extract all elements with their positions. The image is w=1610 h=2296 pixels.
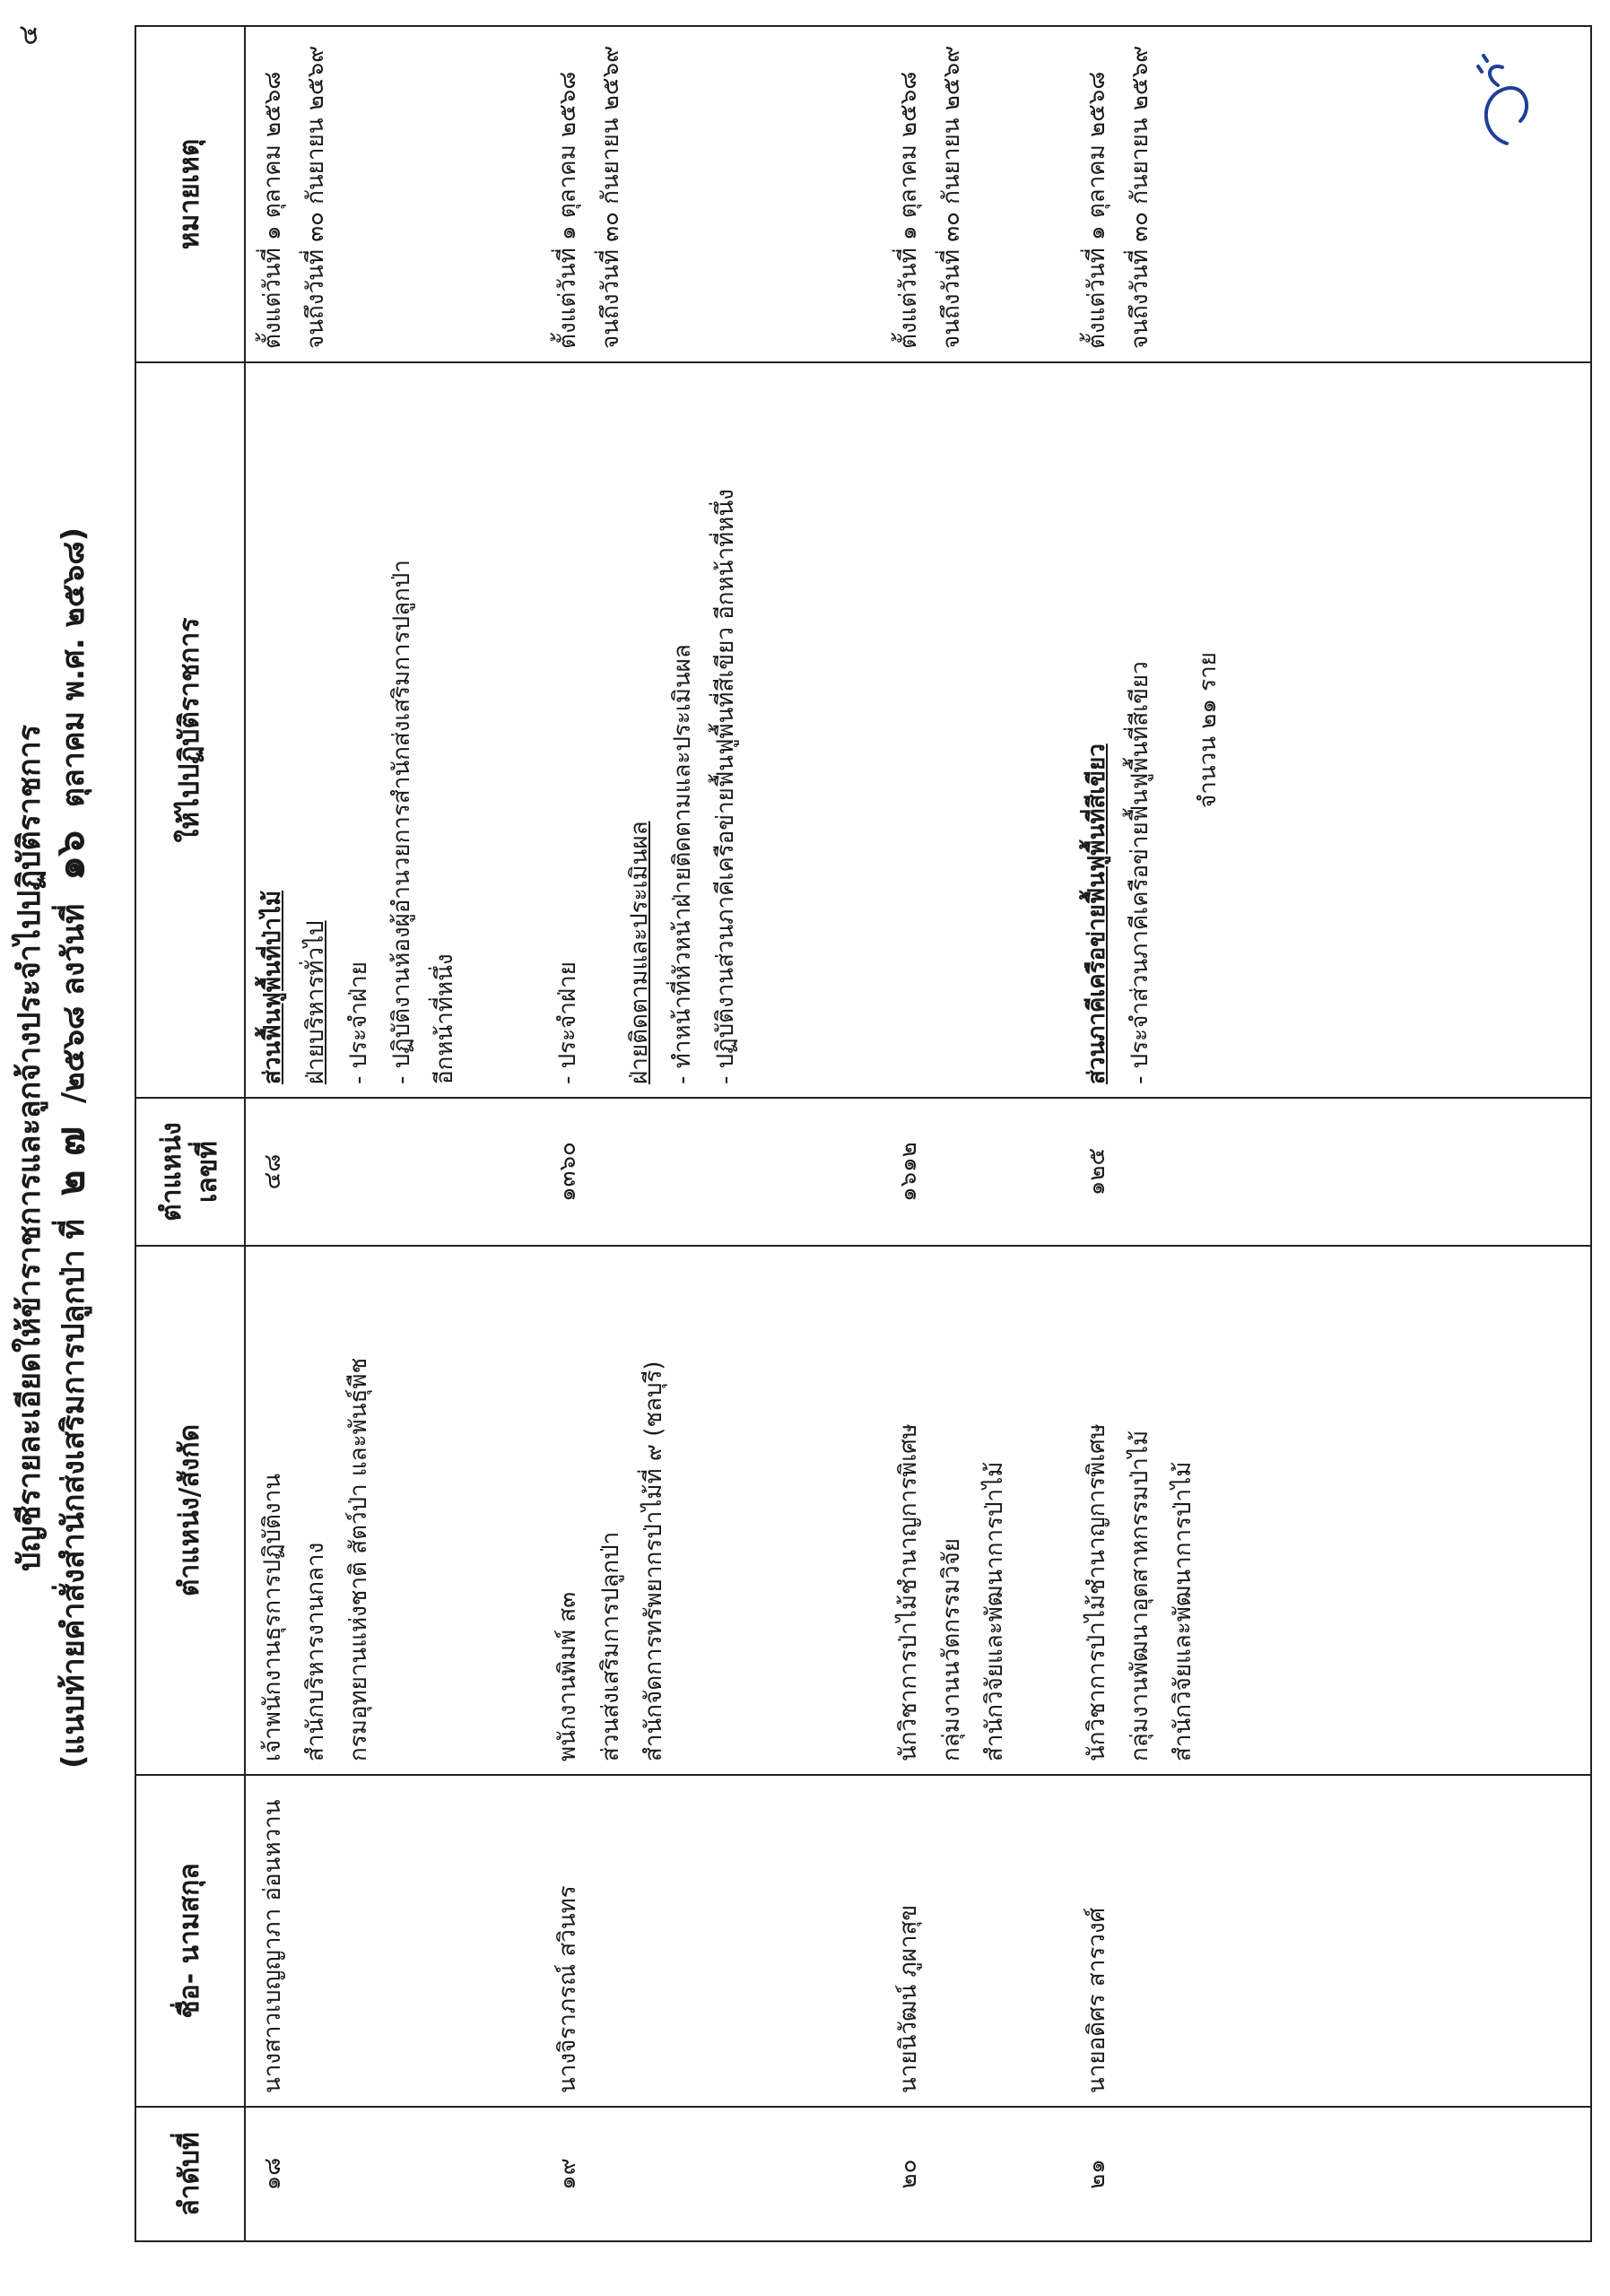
document-title [9,0,94,2296]
title-month: ตุลาคม พ.ศ. ๒๕๖๘) [56,526,91,808]
cell-assignment [541,362,882,1098]
cell-position-no: ๑๒๕ [1070,1098,1591,1246]
page-number: ๔ [13,25,44,46]
cell-assignment [882,362,1070,1098]
position-line: กรมอุทยานแห่งชาติ สัตว์ป่า และพันธุ์พืช [345,1357,372,1761]
title-line-2 [50,0,94,2296]
cell-assignment [1070,362,1591,1098]
cell-position [1070,1246,1591,1775]
position-line: กลุ่มงานนวัตกรรมวิจัย [938,1537,965,1761]
cell-remark [245,26,541,362]
header-position: ตำแหน่ง/สังกัด [135,1246,245,1775]
position-line: สำนักวิจัยและพัฒนาการป่าไม้ [981,1461,1008,1761]
header-name: ชื่อ- นามสกุล [135,1775,245,2107]
title-prefix: (แนบท้ายคำสั่งสำนักส่งเสริมการปลูกป่า ที่ [56,1219,91,1770]
cell-position-no: ๑๖๑๒ [882,1098,1070,1246]
total-count: จำนวน ๒๑ ราย [1195,652,1222,808]
cell-name: นายอดิศร สารวงศ์ [1070,1775,1591,2107]
assignment-item: - ทำหน้าที่หัวหน้าฝ่ายติดตามและประเมินผล [669,644,696,1084]
position-line: สำนักจัดการทรัพยากรป่าไม้ที่ ๙ (ชลบุรี) [640,1361,667,1761]
remark-line: ตั้งแต่วันที่ ๑ ตุลาคม ๒๕๖๘ [895,71,922,349]
table-header-row [135,26,245,2241]
assignment-item: - ประจำฝ่าย [345,961,372,1084]
assignment-division: ฝ่ายติดตามและประเมินผล [626,821,653,1084]
remark-line: จนถึงวันที่ ๓๐ กันยายน ๒๕๖๙ [302,45,329,349]
remark-line: จนถึงวันที่ ๓๐ กันยายน ๒๕๖๙ [1127,45,1153,349]
cell-remark [541,26,882,362]
spacer [589,376,618,1084]
remark-line: จนถึงวันที่ ๓๐ กันยายน ๒๕๖๙ [597,45,624,349]
position-line: ส่วนส่งเสริมการปลูกป่า [597,1531,624,1761]
table-row [1070,26,1591,2241]
cell-position [882,1246,1070,1775]
header-seq: ลำดับที่ [135,2107,245,2241]
remark-line: จนถึงวันที่ ๓๐ กันยายน ๒๕๖๙ [938,45,965,349]
assignment-item: - ประจำส่วนภาคีเครือข่ายฟื้นฟูพื้นที่สีเขียว [1127,661,1153,1084]
cell-name: นางสาวเบญญาภา อ่อนหวาน [245,1775,541,2107]
cell-position [541,1246,882,1775]
remark-line: ตั้งแต่วันที่ ๑ ตุลาคม ๒๕๖๘ [554,71,581,349]
table-row [882,26,1070,2241]
position-line: สำนักบริหารงานกลาง [302,1542,329,1761]
cell-position-no: ๔๘ [245,1098,541,1246]
signature-mark [1471,45,1543,161]
remark-line: ตั้งแต่วันที่ ๑ ตุลาคม ๒๕๖๘ [259,71,286,349]
table-row [245,26,541,2241]
header-position-no: ตำแหน่งเลขที่ [135,1098,245,1246]
position-line: สำนักวิจัยและพัฒนาการป่าไม้ [1170,1461,1197,1761]
cell-name: นายนิวัฒน์ ภูผาสุข [882,1775,1070,2107]
assignment-item: - ประจำฝ่าย [554,961,581,1084]
cell-seq: ๒๐ [882,2107,1070,2241]
header-assignment: ให้ไปปฏิบัติราชการ [135,362,245,1098]
cell-position [245,1246,541,1775]
assignment-division: ฝ่ายบริหารทั่วไป [302,920,329,1084]
cell-seq: ๑๘ [245,2107,541,2241]
position-line: เจ้าพนักงานธุรการปฏิบัติงาน [259,1473,286,1761]
cell-position-no: ๑๓๖๐ [541,1098,882,1246]
position-line: กลุ่มงานพัฒนาอุตสาหกรรมป่าไม้ [1127,1430,1153,1761]
order-day: ๑๖ [48,830,93,881]
assignment-section: ส่วนฟื้นฟูพื้นที่ป่าไม้ [259,890,286,1084]
cell-seq: ๑๙ [541,2107,882,2241]
position-line: นักวิชาการป่าไม้ชำนาญการพิเศษ [895,1423,922,1761]
cell-remark [882,26,1070,362]
table-row [541,26,882,2241]
assignment-section: ส่วนภาคีเครือข่ายฟื้นฟูพื้นที่สีเขียว [1083,744,1110,1084]
title-year: /๒๕๖๘ ลงวันที่ [56,903,91,1104]
personnel-table [135,25,1592,2242]
remark-line: ตั้งแต่วันที่ ๑ ตุลาคม ๒๕๖๘ [1083,71,1110,349]
order-number: ๒ ๗ [48,1126,93,1196]
assignment-item: - ปฏิบัติงานห้องผู้อำนวยการสำนักส่งเสริมการปลูกป่า [388,560,415,1084]
assignment-item: อีกหน้าที่หนึ่ง [431,953,458,1084]
cell-name: นางจิราภรณ์ สวินทร [541,1775,882,2107]
cell-seq: ๒๑ [1070,2107,1591,2241]
cell-assignment [245,362,541,1098]
position-line: พนักงานพิมพ์ ส๓ [554,1591,581,1761]
title-line-1: บัญชีรายละเอียดให้ข้าราชการและลูกจ้างประจำไปปฏิบัติราชการ [12,724,48,1572]
header-remark: หมายเหตุ [135,26,245,362]
assignment-item: - ปฏิบัติงานส่วนภาคีเครือข่ายฟื้นฟูพื้นที่สีเขียว อีกหน้าที่หนึ่ง [712,489,739,1084]
position-line: นักวิชาการป่าไม้ชำนาญการพิเศษ [1083,1423,1110,1761]
